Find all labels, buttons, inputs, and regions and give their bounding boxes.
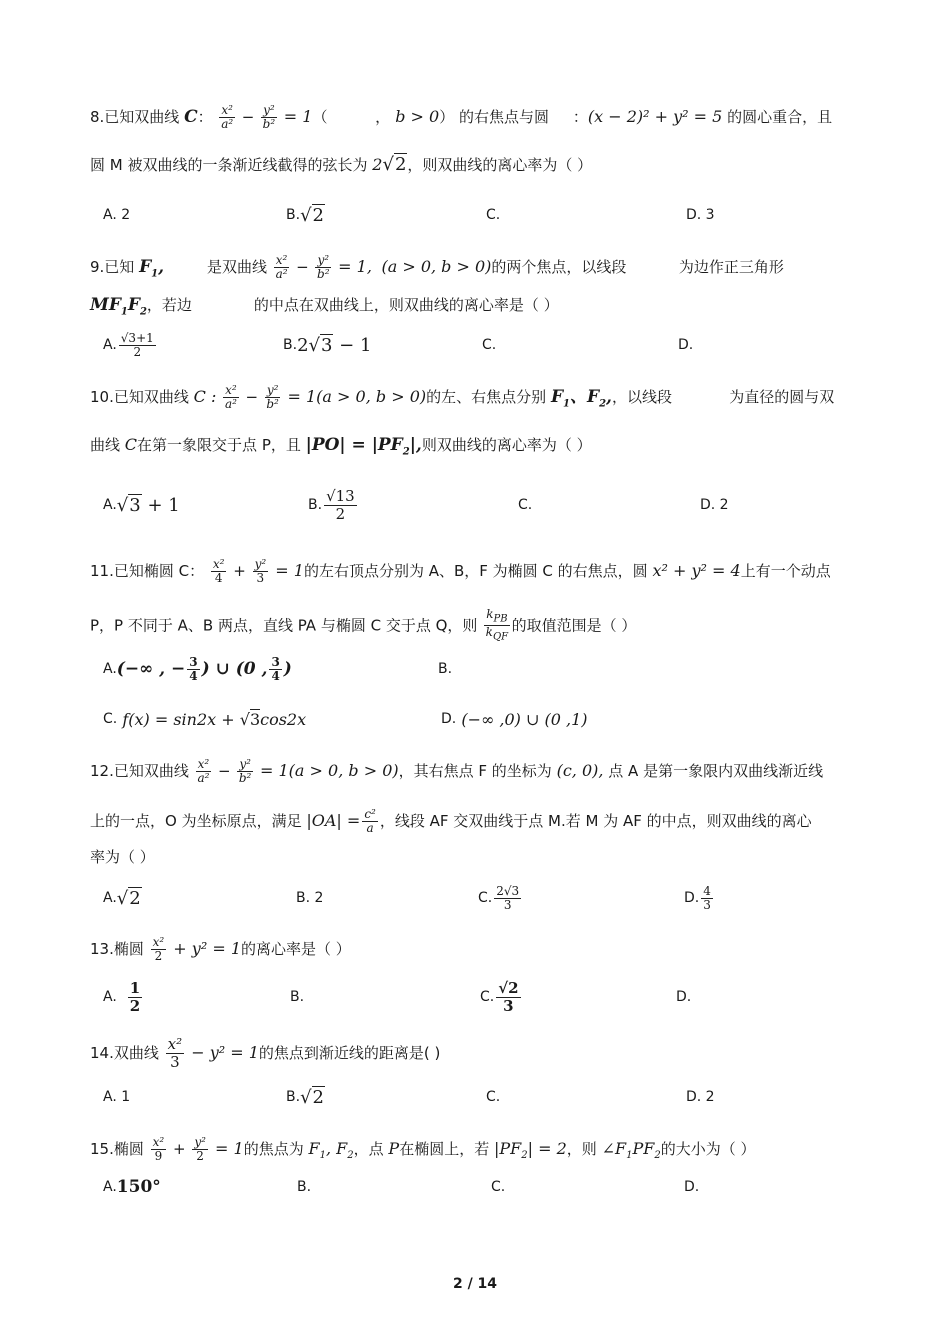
q13-text: 13.椭圆 (90, 940, 144, 958)
q11-option-c[interactable] (103, 704, 306, 734)
q12-frac-c2a: $\frac{\text{c²}}{a}$ (364, 807, 376, 835)
q12-d-frac: $\frac{4}{3}$ (703, 883, 711, 912)
q12-text: ，其右焦点 F 的坐标为 (398, 762, 552, 780)
option-label: D. (441, 711, 457, 727)
option-label: B. (290, 989, 305, 1005)
question-12-line2 (90, 808, 860, 835)
q9-text: 为边作正三角形 (678, 258, 784, 276)
q8-frac-x2a2: $\frac{\text{x²}}{\text{a²}}$ (221, 103, 234, 131)
q11-a-expr: (−∞ , − (116, 659, 186, 679)
q11-a-frac1: $\frac{3}{4}$ (189, 654, 198, 683)
option-label: B. (286, 207, 301, 223)
q9-text: 9.已知 (90, 258, 135, 276)
q15-option-d[interactable] (684, 1172, 699, 1202)
q11-frac-y23: $\frac{\text{y²}}{3}$ (254, 557, 267, 585)
q15-option-b[interactable] (297, 1172, 311, 1202)
q9-text: ，若边 (146, 296, 192, 314)
q10-math-PO-PF2: $|PO| = |PF_2|$, (305, 435, 422, 458)
q15-text: 在椭圆上，若 (399, 1140, 490, 1158)
question-11-line1: 11.已知椭圆 C： $\frac{\text{x²}}{4}$ + $\frac{\text{y²}}{3}$ = 1的左右顶点分别为 A、B，F 为椭圆 C 的右焦点，圆 x² + y² = 4上有一个动点 (90, 557, 831, 585)
question-8-line1: 8.已知双曲线 C： $\frac{\text{x²}}{\text{a²}}$ − $\frac{\text{y²}}{\text{b²}}$ = 1（ ， b > 0） 的右焦点与圆 ：(x − 2)² + y² = 5 的圆心重合，且 (90, 103, 833, 131)
option-label: A. 2 (103, 207, 131, 223)
q9-frac-y2b2: $\frac{\text{y²}}{\text{b²}}$ (317, 253, 330, 281)
q11-text: P，P 不同于 A、B 两点，直线 PA 与椭圆 C 交于点 Q，则 (90, 616, 478, 635)
option-label: A. 1 (103, 1089, 131, 1105)
q11-option-b[interactable] (438, 654, 452, 684)
q9-option-c[interactable] (482, 330, 496, 360)
q10-math-C: C : (193, 387, 217, 406)
q14-text: 的焦点到渐近线的距离是( ) (258, 1044, 441, 1062)
question-10-options (103, 486, 863, 523)
q12-option-a[interactable] (103, 883, 142, 913)
q11-text: 的左右顶点分别为 A、B，F 为椭圆 C 的右焦点，圆 (303, 562, 648, 580)
question-11-options-row2 (103, 704, 863, 734)
q13-a-frac: $\frac{1}{2}$ (129, 978, 141, 1015)
q8-option-c[interactable] (486, 200, 500, 230)
option-label: B. (286, 1089, 301, 1105)
q8-option-a[interactable] (103, 200, 130, 230)
question-10-line1: 10.已知双曲线 C : $\frac{\text{x²}}{\text{a²}}$ − $\frac{\text{y²}}{\text{b²}}$ = 1(a > 0, b > 0)的左、右焦点分别 $F_1$、$F_2$,，以线段 为直径的圆与双 (90, 383, 835, 411)
q11-option-a[interactable] (103, 654, 292, 684)
q8-text: ，则双曲线的离心率为（ ） (407, 156, 593, 174)
q10-text: 的左、右焦点分别 (426, 388, 547, 406)
option-label: A. (103, 989, 117, 1005)
option-label: C. (478, 890, 493, 906)
q13-option-d[interactable] (676, 982, 691, 1012)
option-label: B. (297, 1179, 312, 1195)
q9-option-b[interactable] (283, 330, 371, 360)
q14-b-sqrt2: √2 (300, 1086, 324, 1108)
q15-text: 的焦点为 (243, 1140, 304, 1158)
q14-frac-x23: $\frac{\text{x²}}{3}$ (167, 1035, 183, 1071)
q12-c-frac: $\frac{2√3}{3}$ (496, 883, 520, 912)
q12-frac-x2a2: $\frac{\text{x²}}{\text{a²}}$ (197, 757, 210, 785)
q15-math-P: P (388, 1139, 400, 1158)
q12-option-c[interactable] (478, 883, 523, 913)
q15-a-value: 150° (116, 1177, 161, 1197)
q10-option-d[interactable] (700, 490, 729, 520)
q10-text: 曲线 (90, 436, 121, 454)
question-11-options-row1 (103, 654, 863, 684)
q8-text: 圆 M 被双曲线的一条渐近线截得的弦长为 (90, 156, 368, 174)
q8-text: 的右焦点与圆 (459, 108, 550, 126)
q11-c-expr: f(x) = sin2x + √3cos2x (117, 709, 307, 729)
q13-option-a[interactable] (103, 978, 144, 1015)
option-label: C. (480, 989, 495, 1005)
q9-option-a[interactable] (103, 330, 158, 360)
option-label: C. (491, 1179, 506, 1195)
q14-text: 14.双曲线 (90, 1044, 159, 1062)
q8-math-2sqrt2: 2√2 (372, 154, 407, 175)
q9-text: 是双曲线 (206, 258, 267, 276)
q14-option-c[interactable] (486, 1082, 500, 1112)
q8-text: 8.已知双曲线 (90, 108, 185, 126)
q8-text: 的圆心重合，且 (727, 108, 833, 126)
option-label: C. (518, 497, 533, 513)
option-label: A. (103, 497, 117, 513)
q10-option-c[interactable] (518, 490, 532, 520)
q11-text: 上有一个动点 (740, 562, 831, 580)
option-label: B. (308, 497, 323, 513)
q8-b-sqrt2: √2 (300, 204, 324, 226)
q15-option-c[interactable] (491, 1172, 505, 1202)
q14-option-b[interactable] (286, 1082, 325, 1112)
q15-option-a[interactable] (103, 1172, 161, 1202)
question-11-line2 (90, 608, 860, 644)
q9-math-MF1F2: $MF_1F_2$ (90, 295, 147, 318)
q11-a-expr2: ) ∪ (0 , (201, 659, 268, 679)
q10-frac-x2a2: $\frac{\text{x²}}{\text{a²}}$ (224, 383, 237, 411)
q12-frac-y2b2: $\frac{\text{y²}}{\text{b²}}$ (238, 757, 252, 785)
question-8-line2 (90, 154, 860, 176)
q10-text: 在第一象限交于点 P，且 (137, 436, 301, 454)
question-9-line2 (90, 294, 860, 323)
question-14-line1: 14.双曲线 $\frac{\text{x²}}{3}$ − y² = 1的焦点到渐近线的距离是( ) (90, 1035, 441, 1071)
q10-text: 为直径的圆与双 (729, 388, 835, 406)
question-14-options (103, 1082, 863, 1112)
q9-b-expr: 2√3 − 1 (297, 334, 372, 356)
q12-option-d[interactable] (684, 883, 715, 913)
question-12-line3 (90, 846, 860, 868)
option-label: D. 2 (686, 1089, 715, 1105)
option-label: C. (482, 337, 497, 353)
q11-text: 的取值范围是（ ） (511, 616, 637, 635)
q11-a-expr3: ) (283, 659, 292, 679)
q11-frac-x24: $\frac{\text{x²}}{4}$ (212, 557, 225, 585)
q13-text: 的离心率是（ ） (241, 940, 351, 958)
question-15-line1: 15.椭圆 $\frac{\text{x²}}{9}$ + $\frac{\text{y²}}{2}$ = 1的焦点为 $F_1$, $F_2$，点 P在椭圆上，若 $|PF_2| = 2$，则 $\angle F_1PF_2$的大小为（ ） (90, 1135, 756, 1163)
q9-math-cond: (a > 0, b > 0) (381, 257, 492, 276)
q10-frac-y2b2: $\frac{\text{y²}}{\text{b²}}$ (266, 383, 279, 411)
q11-option-d[interactable] (441, 704, 587, 734)
option-label: A. (103, 890, 117, 906)
q12-text: 率为（ ） (90, 848, 155, 866)
option-label: D. 2 (700, 497, 729, 513)
q8-option-b[interactable] (286, 200, 325, 230)
q13-option-b[interactable] (290, 982, 304, 1012)
q15-frac-x29: $\frac{\text{x²}}{9}$ (152, 1135, 165, 1163)
option-label: B. 2 (296, 890, 324, 906)
q10-text: 10.已知双曲线 (90, 388, 189, 406)
q9-a-frac: $\frac{√3+1}{2}$ (120, 330, 154, 359)
question-12-options (103, 883, 863, 913)
q10-math-F1F2: $F_1$、$F_2$, (550, 387, 612, 410)
q11-frac-kpb-kqf: $\frac{k_{PB}}{k_{QF}}$ (485, 607, 509, 643)
q15-text: 15.椭圆 (90, 1140, 144, 1158)
q15-text: 的大小为（ ） (660, 1140, 756, 1158)
option-label: D. 3 (686, 207, 715, 223)
q10-option-b[interactable] (308, 486, 359, 523)
q12-a-sqrt2: √2 (116, 887, 141, 909)
option-label: A. (103, 661, 117, 677)
question-9-line1: 9.已知 $F_1$, 是双曲线 $\frac{\text{x²}}{\text{a²}}$ − $\frac{\text{y²}}{\text{b²}}$ = 1, (a > 0, b > 0)的两个焦点，以线段 为边作正三角形 (90, 253, 784, 281)
question-13-line1: 13.椭圆 $\frac{\text{x²}}{2}$ + y² = 1的离心率是（ ） (90, 935, 351, 963)
question-15-options (103, 1172, 863, 1202)
q13-c-frac: $\frac{√2}{3}$ (498, 978, 519, 1015)
q8-option-d[interactable] (686, 200, 715, 230)
q9-text: 的中点在双曲线上，则双曲线的离心率是（ ） (253, 296, 559, 314)
q12-math-c0: (c, 0), (556, 761, 604, 780)
q15-text: ，则 (566, 1140, 597, 1158)
q14-option-a[interactable] (103, 1082, 130, 1112)
q10-text: ，以线段 (611, 388, 672, 406)
option-label: D. (676, 989, 692, 1005)
q12-text: ，线段 AF 交双曲线于点 M.若 M 为 AF 的中点，则双曲线的离心 (379, 812, 812, 830)
option-label: D. (678, 337, 694, 353)
option-label: C. (103, 711, 118, 727)
q10-a-expr: √3 + 1 (116, 494, 180, 516)
q12-text: 上的一点，O 为坐标原点，满足 (90, 812, 302, 830)
q8-frac-y2b2: $\frac{\text{y²}}{\text{b²}}$ (262, 103, 276, 131)
option-label: B. (438, 661, 453, 677)
q9-math-F1: $F_1$, (139, 257, 165, 280)
q9-text: 的两个焦点，以线段 (491, 258, 627, 276)
q14-option-d[interactable] (686, 1082, 715, 1112)
q13-frac-x22: $\frac{\text{x²}}{2}$ (152, 935, 165, 963)
q15-math-F1F2: $F_1$, $F_2$ (308, 1139, 354, 1162)
option-label: A. (103, 337, 117, 353)
page-number: 2 / 14 (452, 1276, 498, 1292)
q15-text: ，点 (353, 1140, 384, 1158)
question-10-line2 (90, 434, 860, 463)
question-8-options (103, 200, 863, 230)
q11-d-expr: (−∞ ,0) ∪ (0 ,1) (456, 709, 588, 729)
question-13-options (103, 978, 863, 1015)
option-label: B. (283, 337, 298, 353)
q12-text: 12.已知双曲线 (90, 762, 189, 780)
option-label: D. (684, 1179, 700, 1195)
q10-b-frac: $\frac{√13}{2}$ (326, 486, 355, 523)
option-label: A. (103, 1179, 117, 1195)
q9-option-d[interactable] (678, 330, 693, 360)
q9-frac-x2a2: $\frac{\text{x²}}{\text{a²}}$ (275, 253, 288, 281)
q11-text: 11.已知椭圆 C： (90, 562, 205, 580)
q12-text: 点 A 是第一象限内双曲线渐近线 (608, 762, 824, 780)
q15-math-angle: $\angle F_1PF_2$ (601, 1139, 661, 1162)
option-label: C. (486, 1089, 501, 1105)
option-label: D. (684, 890, 700, 906)
q12-option-b[interactable] (296, 883, 323, 913)
q10-option-a[interactable] (103, 490, 180, 520)
question-9-options (103, 330, 863, 360)
q10-math-C2: C (124, 435, 138, 454)
question-12-line1: 12.已知双曲线 $\frac{\text{x²}}{\text{a²}}$ − $\frac{\text{y²}}{\text{b²}}$ = 1(a > 0, b > 0)，其右焦点 F 的坐标为 (c, 0), 点 A 是第一象限内双曲线渐近线 (90, 757, 824, 785)
q12-math-OA: |OA| = (306, 811, 361, 830)
q15-math-PF2: $|PF_2| = 2$ (493, 1139, 567, 1162)
q11-a-frac2: $\frac{3}{4}$ (271, 654, 280, 683)
q10-text: 则双曲线的离心率为（ ） (421, 436, 592, 454)
option-label: C. (486, 207, 501, 223)
q11-math-circle: x² + y² = 4 (652, 561, 741, 580)
q8-math-C: C (184, 107, 198, 127)
q15-frac-y22: $\frac{\text{y²}}{2}$ (194, 1135, 206, 1163)
q13-option-c[interactable] (480, 978, 523, 1015)
